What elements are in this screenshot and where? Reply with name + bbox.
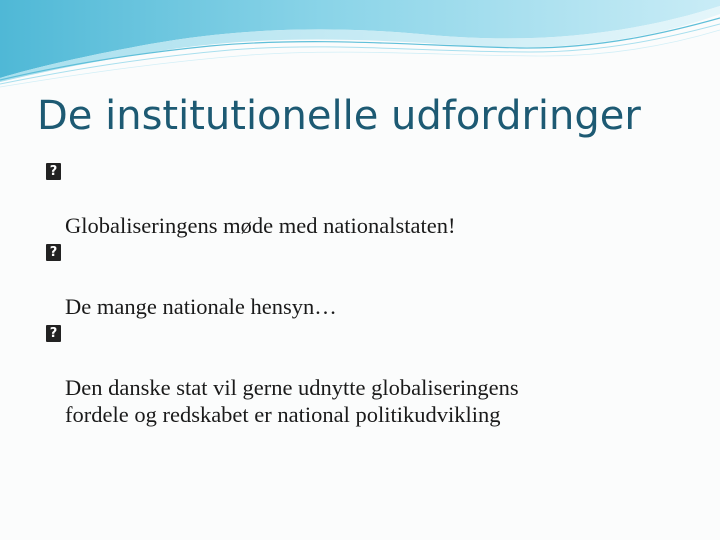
bullet-text-3: Den danske stat vil gerne udnytte globaliseringens fordele og redskabet er national politikudvikling — [65, 375, 519, 427]
wave-decoration — [0, 0, 720, 90]
missing-glyph-icon — [46, 325, 61, 342]
bullet-list — [46, 158, 686, 428]
bullet-item-1 — [46, 158, 686, 239]
bullet-item-3 — [46, 320, 686, 428]
bullet-text-1: Globaliseringens møde med nationalstaten! — [65, 213, 456, 238]
missing-glyph-icon — [46, 163, 61, 180]
slide-title: De institutionelle udfordringer — [37, 93, 641, 139]
missing-glyph-icon — [46, 244, 61, 261]
bullet-item-2 — [46, 239, 686, 320]
bullet-text-2: De mange nationale hensyn… — [65, 294, 337, 319]
